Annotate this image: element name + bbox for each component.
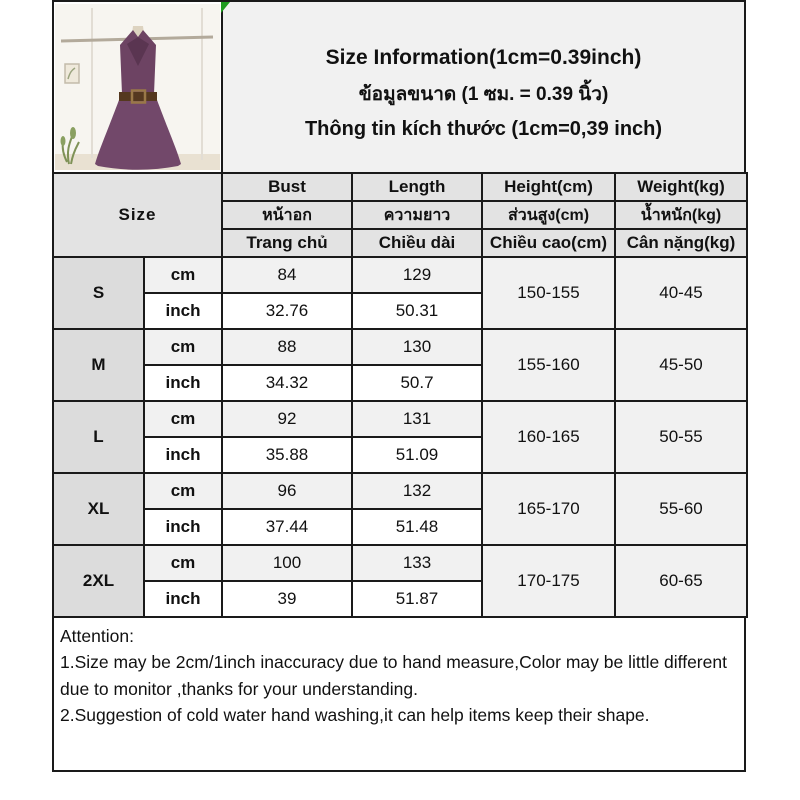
length-cm-value: 130: [352, 329, 482, 365]
bust-inch-value: 34.32: [222, 365, 352, 401]
bust-cm-value: 92: [222, 401, 352, 437]
unit-cm: cm: [144, 545, 222, 581]
unit-cm: cm: [144, 329, 222, 365]
product-photo-cell: [54, 2, 223, 172]
title-vietnamese: Thông tin kích thước (1cm=0,39 inch): [304, 117, 663, 140]
attention-line-2: 2.Suggestion of cold water hand washing,it can help items keep their shape.: [60, 704, 650, 725]
size-row-2xl-cm: [53, 545, 747, 581]
size-info-sheet: [52, 0, 746, 772]
bust-inch-value: 37.44: [222, 509, 352, 545]
bust-cm-value: 96: [222, 473, 352, 509]
attention-note: [52, 618, 746, 772]
height-range: 170-175: [482, 545, 615, 617]
weight-range: 45-50: [615, 329, 747, 401]
length-inch-value: 50.7: [352, 365, 482, 401]
size-label: XL: [53, 473, 144, 545]
unit-cm: cm: [144, 257, 222, 293]
bust-cm-value: 100: [222, 545, 352, 581]
size-row-m-cm: [53, 329, 747, 365]
unit-cm: cm: [144, 473, 222, 509]
length-inch-value: 51.09: [352, 437, 482, 473]
col-length-vi: Chiều dài: [352, 229, 482, 257]
col-height-vi: Chiều cao(cm): [482, 229, 615, 257]
col-height-en: Height(cm): [482, 173, 615, 201]
col-weight-th: น้ำหนัก(kg): [615, 201, 747, 229]
height-range: 165-170: [482, 473, 615, 545]
bust-cm-value: 84: [222, 257, 352, 293]
length-cm-value: 129: [352, 257, 482, 293]
col-bust-en: Bust: [222, 173, 352, 201]
size-label: S: [53, 257, 144, 329]
size-label: L: [53, 401, 144, 473]
unit-inch: inch: [144, 293, 222, 329]
title-block: [223, 2, 744, 172]
weight-range: 40-45: [615, 257, 747, 329]
bust-cm-value: 88: [222, 329, 352, 365]
weight-range: 60-65: [615, 545, 747, 617]
col-bust-th: หน้าอก: [222, 201, 352, 229]
unit-cm: cm: [144, 401, 222, 437]
title-english: Size Information(1cm=0.39inch): [325, 45, 642, 69]
bust-inch-value: 35.88: [222, 437, 352, 473]
length-inch-value: 51.48: [352, 509, 482, 545]
col-length-th: ความยาว: [352, 201, 482, 229]
size-row-l-cm: [53, 401, 747, 437]
size-label: 2XL: [53, 545, 144, 617]
length-cm-value: 133: [352, 545, 482, 581]
col-bust-vi: Trang chủ: [222, 229, 352, 257]
size-label: M: [53, 329, 144, 401]
size-header-cell: Size: [53, 173, 222, 257]
col-weight-vi: Cân nặng(kg): [615, 229, 747, 257]
length-cm-value: 132: [352, 473, 482, 509]
header-row-en: [53, 173, 747, 201]
height-range: 155-160: [482, 329, 615, 401]
bust-inch-value: 32.76: [222, 293, 352, 329]
unit-inch: inch: [144, 509, 222, 545]
size-table: [52, 172, 748, 618]
weight-range: 50-55: [615, 401, 747, 473]
length-inch-value: 51.87: [352, 581, 482, 617]
size-row-s-cm: [53, 257, 747, 293]
unit-inch: inch: [144, 365, 222, 401]
col-height-th: ส่วนสูง(cm): [482, 201, 615, 229]
unit-inch: inch: [144, 437, 222, 473]
unit-inch: inch: [144, 581, 222, 617]
title-thai: ข้อมูลขนาด (1 ซม. = 0.39 นิ้ว): [358, 83, 609, 105]
header-section: [52, 0, 746, 172]
green-corner-marker-icon: [221, 2, 230, 13]
weight-range: 55-60: [615, 473, 747, 545]
attention-heading: Attention:: [60, 626, 134, 646]
height-range: 150-155: [482, 257, 615, 329]
length-cm-value: 131: [352, 401, 482, 437]
bust-inch-value: 39: [222, 581, 352, 617]
col-length-en: Length: [352, 173, 482, 201]
attention-line-1: 1.Size may be 2cm/1inch inaccuracy due to hand measure,Color may be little different due to monitor ,thanks for your understanding.: [60, 652, 727, 699]
height-range: 160-165: [482, 401, 615, 473]
dress-photo: [55, 4, 220, 170]
size-row-xl-cm: [53, 473, 747, 509]
col-weight-en: Weight(kg): [615, 173, 747, 201]
length-inch-value: 50.31: [352, 293, 482, 329]
